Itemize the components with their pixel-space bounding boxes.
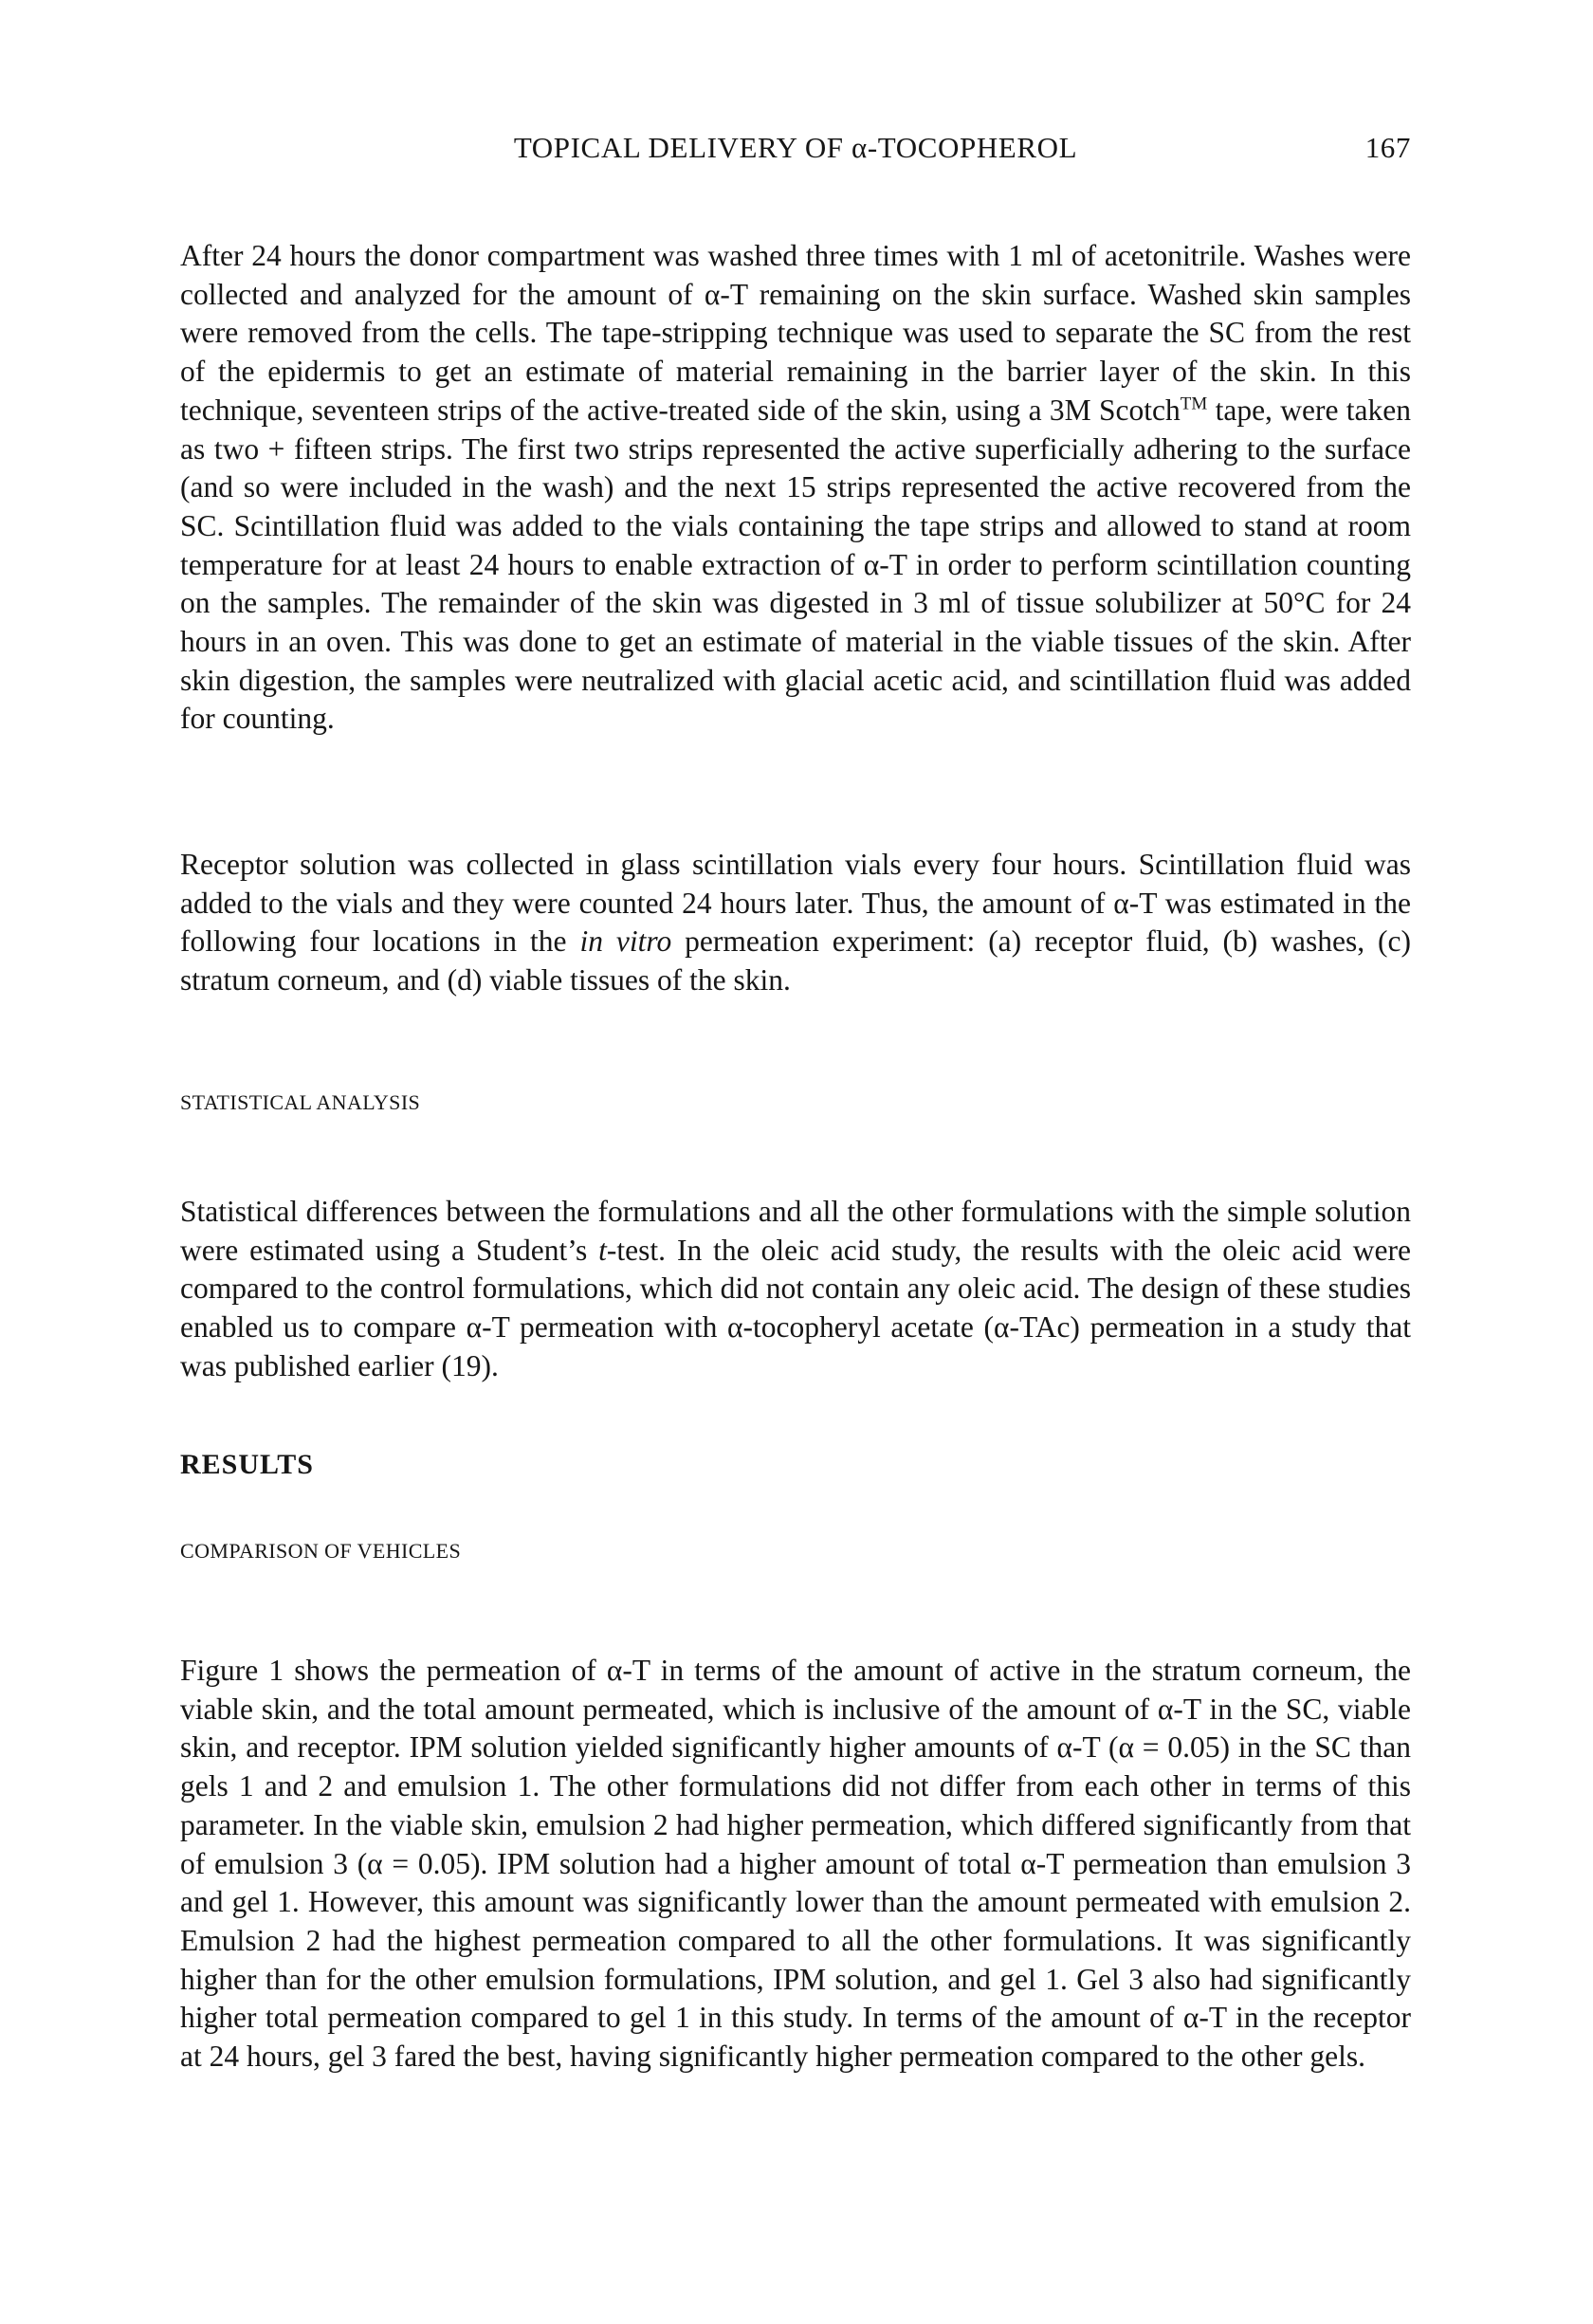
trademark-superscript: TM (1180, 393, 1208, 414)
paragraph-text-part-b: tape, were taken as two + fifteen strips. The first two strips represented the active superficially adhering to the surface (and so were included in the wash) and the next 15 strips represented the active recovered from the SC. Scintillation fluid was added to the vials containing the tape strips and allowed to stand at room temperature for at least 24 hours to enable extraction of α-T in order to perform scintillation counting on the samples. The remainder of the skin was digested in 3 ml of tissue solubilizer at 50°C for 24 hours in an oven. This was done to get an estimate of material in the viable tissues of the skin. After skin digestion, the samples were neutralized with glacial acetic acid, and scintillation fluid was added for counting. (180, 393, 1411, 736)
paragraph-text-part-a: After 24 hours the donor compartment was washed three times with 1 ml of acetonitrile. Washes were collected and analyzed for the amount of α-T remaining on the skin surface. Washed skin samples were removed from the cells. The tape-stripping technique was used to separate the SC from the rest of the epidermis to get an estimate of material remaining in the barrier layer of the skin. In this technique, seventeen strips of the active-treated side of the skin, using a 3M Scotch (180, 239, 1411, 427)
methods-paragraph-tape-stripping (180, 237, 1411, 739)
paragraph-text (180, 237, 1411, 739)
running-head (180, 131, 1411, 178)
comparison-of-vehicles-heading: COMPARISON OF VEHICLES (180, 1539, 462, 1563)
statistical-analysis-paragraph (180, 1193, 1411, 1386)
paragraph-text-part-b: permeation experiment: (a) receptor fluid, (b) washes, (c) stratum corneum, and (d) viable tissues of the skin. (180, 924, 1411, 997)
paragraph-text-part-a: Statistical differences between the formulations and all the other formulations with the simple solution were estimated using a Student’s (180, 1195, 1411, 1267)
running-head-title: TOPICAL DELIVERY OF α-TOCOPHEROL (513, 131, 1078, 164)
paragraph-text-part-a: Receptor solution was collected in glass scintillation vials every four hours. Scintillation fluid was added to the vials and they were counted 24 hours later. Thus, the amount of α-T was estimated in the following four locations in the (180, 848, 1411, 959)
paragraph-text (180, 846, 1411, 1000)
statistical-analysis-heading: STATISTICAL ANALYSIS (180, 1090, 421, 1114)
paragraph-text: Figure 1 shows the permeation of α-T in terms of the amount of active in the stratum corneum, the viable skin, and the total amount permeated, which is inclusive of the amount of α-T in the SC, viable skin, and receptor. IPM solution yielded significantly higher amounts of α-T (α = 0.05) in the SC than gels 1 and 2 and emulsion 1. The other formulations did not differ from each other in terms of this parameter. In the viable skin, emulsion 2 had higher permeation, which differed significantly from that of emulsion 3 (α = 0.05). IPM solution had a higher amount of total α-T permeation than emulsion 3 and gel 1. However, this amount was significantly lower than the amount permeated with emulsion 2. Emulsion 2 had the highest permeation compared to all the other formulations. It was significantly higher than for the other emulsion formulations, IPM solution, and gel 1. Gel 3 also had significantly higher total permeation compared to gel 1 in this study. In terms of the amount of α-T in the receptor at 24 hours, gel 3 fared the best, having significantly higher permeation compared to the other gels. (180, 1654, 1411, 2074)
paragraph-text-part-b: -test. In the oleic acid study, the results with the oleic acid were compared to the control formulations, which did not contain any oleic acid. The design of these studies enabled us to compare α-T permeation with α-tocopheryl acetate (α-TAc) permeation in a study that was published earlier (19). (180, 1233, 1411, 1382)
methods-paragraph-receptor (180, 846, 1411, 1000)
results-heading: RESULTS (180, 1449, 314, 1480)
results-paragraph (180, 1652, 1411, 2077)
italic-term: in vitro (579, 924, 672, 959)
paragraph-text (180, 1193, 1411, 1386)
italic-term: t (598, 1233, 607, 1267)
page-number: 167 (1364, 131, 1411, 164)
